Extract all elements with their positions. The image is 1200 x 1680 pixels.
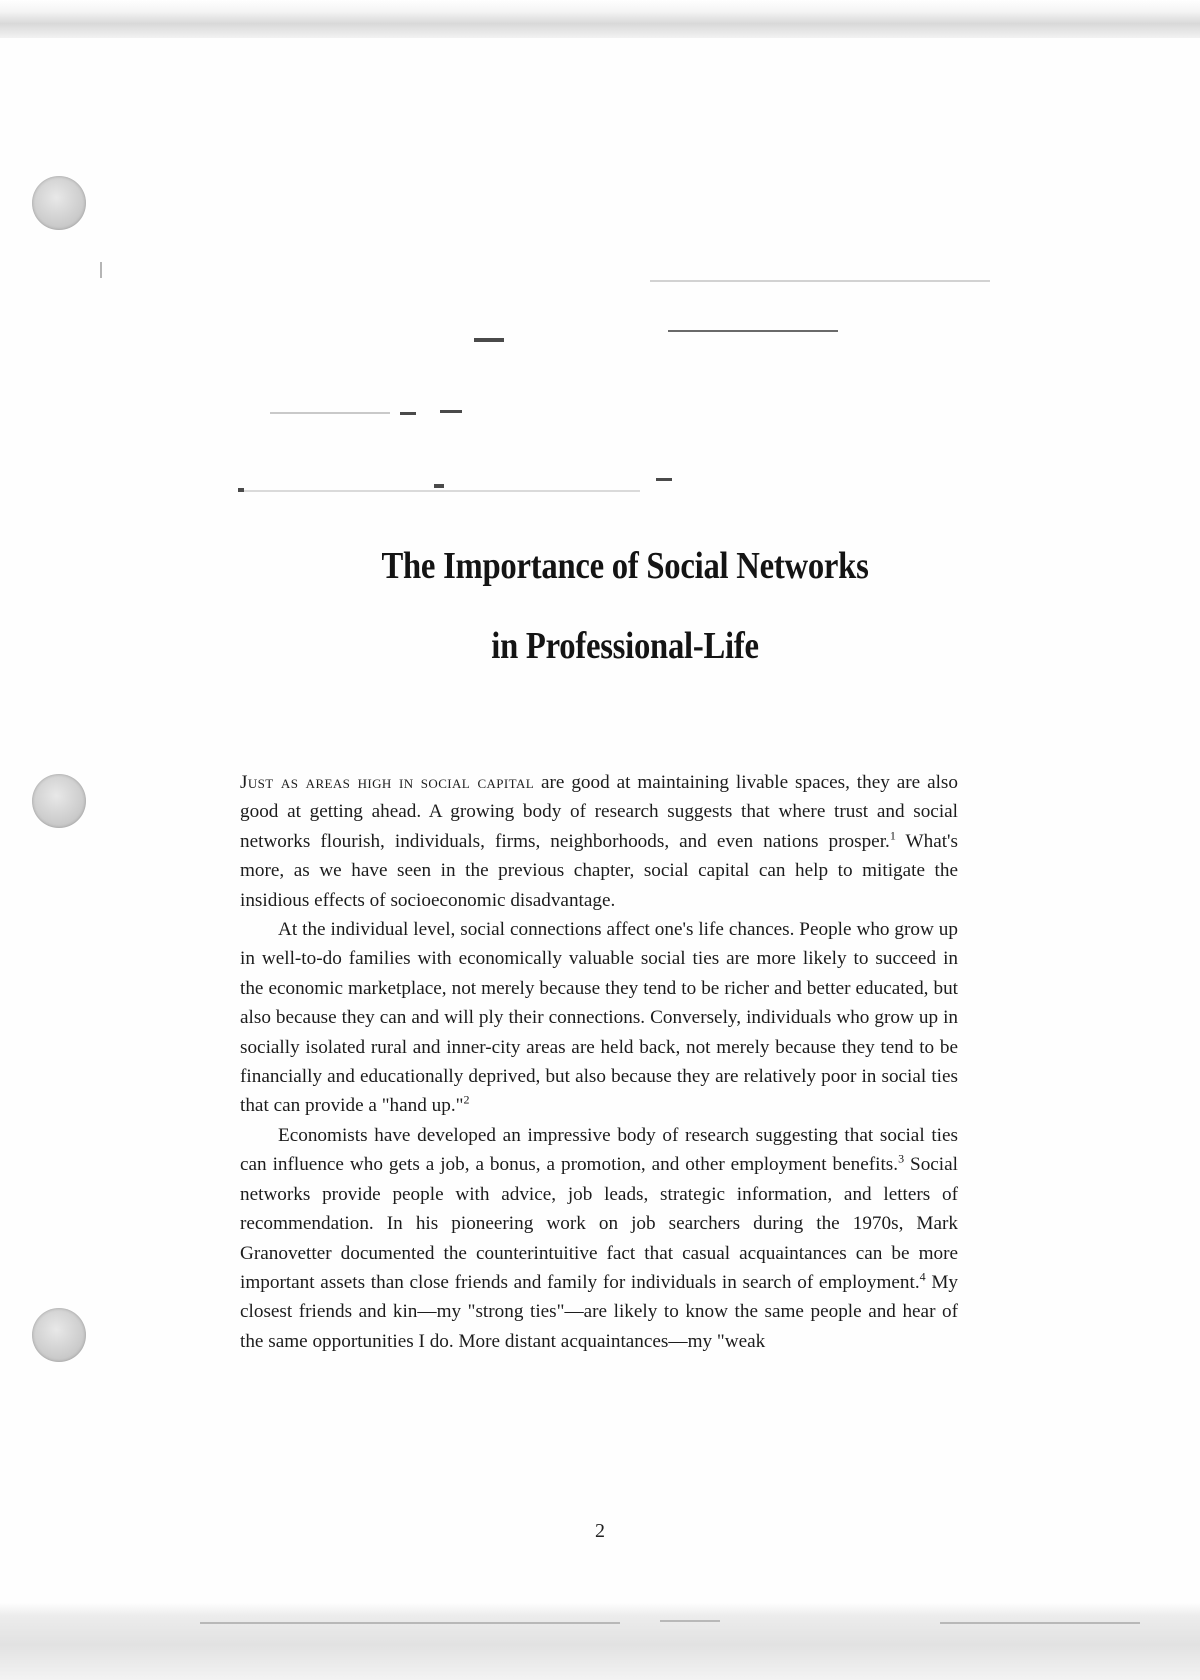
paragraph-1: [240, 768, 958, 915]
scan-artifact: [656, 478, 672, 481]
scan-artifact: [200, 1622, 620, 1624]
footnote-marker: 1: [889, 828, 896, 843]
scan-artifact: [474, 338, 504, 342]
chapter-title-line-2: in Professional-Life: [491, 625, 759, 667]
scan-artifact: [440, 410, 462, 413]
scan-artifact: [660, 1620, 720, 1622]
page-number: 2: [595, 1520, 605, 1542]
footnote-marker: 2: [463, 1093, 470, 1108]
scan-artifact: [400, 412, 416, 415]
scan-artifact: [650, 280, 990, 282]
scan-artifact: [270, 412, 390, 414]
paragraph-lead-in: Just as areas high in social capital: [240, 772, 535, 793]
paragraph-3: [240, 1121, 958, 1356]
scan-artifact: [668, 330, 838, 332]
scan-artifact: [434, 484, 444, 488]
scan-top-edge: [0, 0, 1200, 38]
chapter-title-line-1: The Importance of Social Networks: [381, 545, 869, 587]
scan-bottom-edge: [0, 1602, 1200, 1680]
footnote-marker: 4: [919, 1269, 926, 1284]
paragraph-text: My closest friends and kin—my "strong ties"—are likely to know the same people and hear of the same opportunities I do. More distant acquaintances—my "weak: [240, 1271, 959, 1352]
paragraph-text: What's more, as we have seen in the previous chapter, social capital can help to mitigate the insidious effects of socioeconomic disadvantage.: [240, 830, 958, 911]
scan-artifact: [100, 262, 102, 278]
paragraph-text: Social networks provide people with advice, job leads, strategic information, and letters of recommendation. In his pioneering work on job searchers during the 1970s, Mark Granovetter documented the counterintuitive fact that casual acquaintances can be more important assets than close friends and family for individuals in search of employment.: [240, 1154, 958, 1293]
binder-hole-bottom: [32, 1308, 86, 1362]
scan-artifact: [940, 1622, 1140, 1624]
body-text: [240, 768, 958, 1356]
scan-artifact: [240, 490, 640, 492]
paragraph-text: are good at maintaining livable spaces, they are also good at getting ahead. A growing body of research suggests that where trust and social networks flourish, individuals, firms, neighborhoods, and even nations prosper.: [240, 772, 958, 852]
binder-hole-top: [32, 176, 86, 230]
scan-artifact: [238, 488, 244, 492]
footnote-marker: 3: [898, 1151, 905, 1166]
binder-hole-middle: [32, 774, 86, 828]
paragraph-2: [240, 915, 958, 1121]
paragraph-text: At the individual level, social connections affect one's life chances. People who grow up in well-to-do families with economically valuable social ties are more likely to succeed in the economic marketplace, not merely because they tend to be richer and better educated, but also because they can and will ply their connections. Conversely, individuals who grow up in socially isolated rural and inner-city areas are held back, not merely because they tend to be financially and educationally deprived, but also because they are relatively poor in social ties that can provide a "hand up.": [240, 919, 958, 1117]
paragraph-text: Economists have developed an impressive body of research suggesting that social ties can influence who gets a job, a bonus, a promotion, and other employment benefits.: [240, 1124, 958, 1176]
